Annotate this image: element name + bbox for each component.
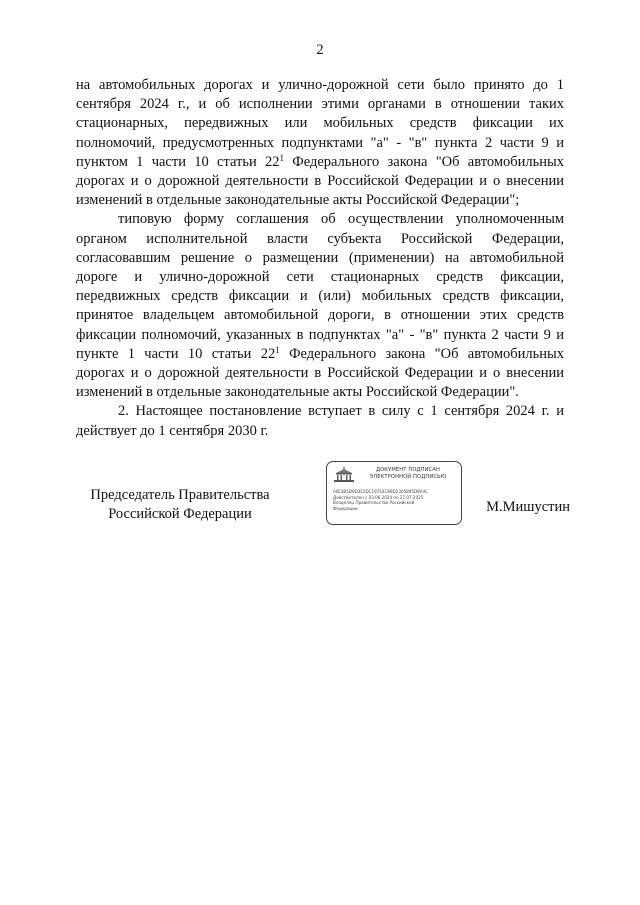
paragraph-1-text-cont: Федерального закона "Об автомобильных дорогах и о дорожной деятельности в Российской Федерации и о внесении изменений в отдельные законодательные акты Российской Федерации"; [76,153,564,209]
signatory-title [60,486,300,524]
stamp-header-line-2: ЭЛЕКТРОННОЙ ПОДПИСЬЮ [369,473,447,480]
page-number: 2 [316,42,324,58]
signatory-title-line-1: Председатель Правительства [90,487,270,503]
stamp-validity: Действителен с 03.06.2024 по 27.07.2025 [333,494,424,500]
stamp-owner-line-2: Федерации [333,505,358,511]
signatory-title-line-2: Российской Федерации [108,506,252,522]
stamp-header [357,467,459,480]
paragraph-2-text-cont: Федерального закона "Об автомобильных дорогах и о дорожной деятельности в Российской Федерации и о внесении изменений в отдельные законодательные акты Российской Федерации". [76,345,564,401]
stamp-details [333,489,459,511]
footnote-superscript: 1 [275,344,280,355]
signatory-name: М.Мишустин [486,499,570,515]
paragraph-3: 2. Настоящее постановление вступает в силу с 1 сентября 2024 г. и действует до 1 сентября 2030 г. [76,403,564,439]
footnote-superscript: 1 [279,152,284,163]
stamp-certificate-number: 00E3B5D9D3E2DC197E4C89D2305895D8A4C [333,489,429,494]
stamp-owner-line-1: Владелец Правительство Российской [333,500,415,506]
document-body [76,76,564,441]
paragraph-2 [76,210,564,402]
paragraph-1 [76,76,564,210]
paragraph-2-text: типовую форму соглашения об осуществлении уполномоченным органом исполнительной власти субъекта Российской Федерации, согласовавшим решение о размещении (применении) на автомобильной дороге и улично-дорожной сети стационарных средств фиксации, передвижных средств фиксации и (или) мобильных средств фиксации, принятое владельцем автомобильной дороги, в отношении этих средств фиксации полномочий, указанных в подпунктах "а" - "в" пункта 2 части 9 и пункте 1 части 10 статьи 22 [76,211,564,362]
electronic-signature-stamp [326,461,462,525]
government-building-icon [333,467,355,483]
stamp-header-line-1: ДОКУМЕНТ ПОДПИСАН [375,467,441,473]
paragraph-1-text: на автомобильных дорогах и улично-дорожной сети было принято до 1 сентября 2024 г., и об исполнении этими органами в отношении таких стационарных, передвижных или мобильных средств фиксации их полномочий, предусмотренных подпунктами "а" - "в" пункта 2 части 9 и пунктом 1 части 10 статьи 22 [76,77,564,170]
